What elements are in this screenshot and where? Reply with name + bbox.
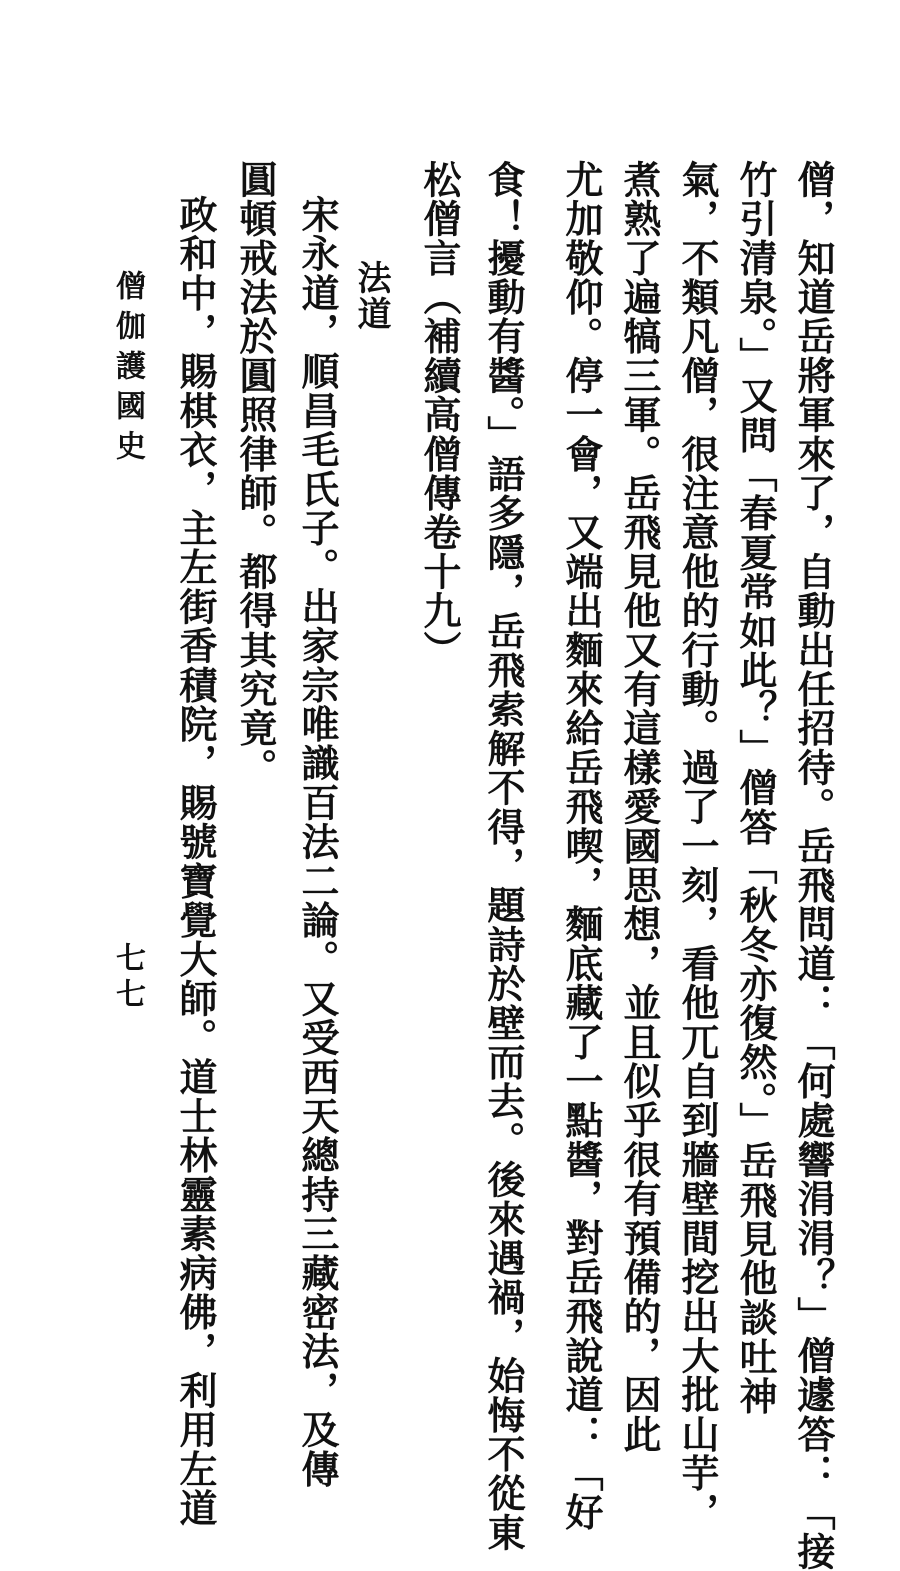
section-text-column-1: 宋永道，順昌毛氏子。出家宗唯識百法二論。又受西天總持三藏密法，及傳 bbox=[295, 195, 340, 1489]
text-column-3: 氣，不類凡僧，很注意他的行動。過了一刻，看他兀自到牆壁間挖出大批山芋， bbox=[675, 160, 720, 1532]
section-text-column-2: 圓頓戒法於圓照律師。都得其究竟。 bbox=[233, 160, 278, 788]
page-number: 七七 bbox=[110, 942, 145, 1014]
text-column-5: 尤加敬仰。停一會，又端出麵來給岳飛喫，麵底藏了一點醬，對岳飛說道：「好 bbox=[559, 160, 604, 1532]
text-column-4: 煮熟了遍犒三軍。岳飛見他又有這樣愛國思想，並且似乎很有預備的，因此 bbox=[617, 160, 662, 1454]
text-column-7: 松僧言（補續高僧傳卷十九） bbox=[417, 160, 462, 670]
running-head: 僧伽護國史 bbox=[110, 270, 145, 470]
text-column-2: 竹引清泉。」又問「春夏常如此？」僧答「秋冬亦復然。」岳飛見他談吐神 bbox=[733, 160, 778, 1416]
section-heading: 法道 bbox=[351, 260, 391, 332]
section-text-column-3: 政和中，賜棋衣，主左街香積院，賜號寶覺大師。道士林靈素病佛，利用左道 bbox=[173, 195, 218, 1528]
text-column-1: 僧，知道岳將軍來了，自動出任招待。岳飛問道：「何處響涓涓？」僧遽答：「接 bbox=[791, 160, 836, 1571]
text-column-6: 食！擾動有醬。」語多隱，岳飛索解不得，題詩於壁而去。後來遇禍，始悔不從東 bbox=[481, 160, 526, 1553]
